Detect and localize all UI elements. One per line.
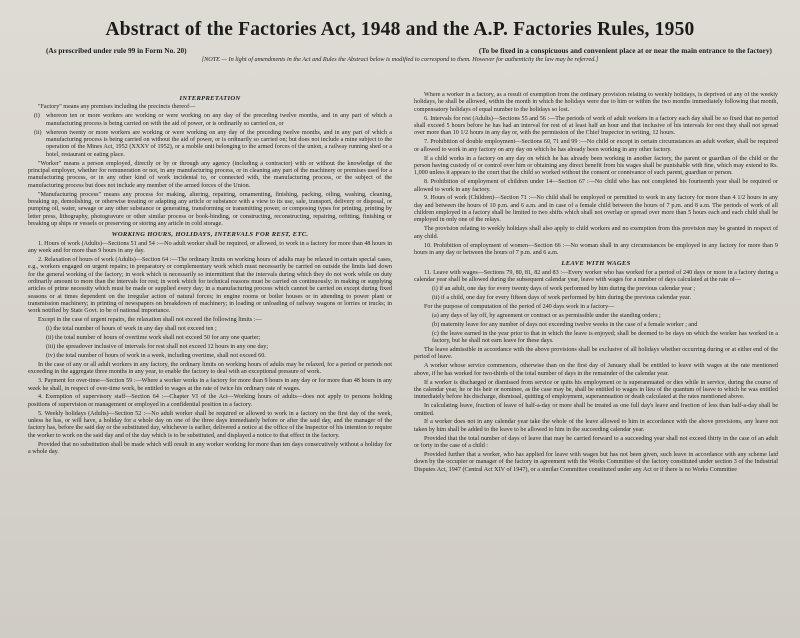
paragraph: 5. Weekly holidays (Adults)—Section 52 :—No adult worker shall be required or allowed to work in a factory on the first day of the week, unless he has, or will have, a holiday for a whole day on one of the three days immediately before or after the said day, and the manager of the factory has, before the said day or the substituted day, whichever is earlier, delivered a notice at the office of the Inspector of his intention to require the worker to work on the said day and of the day which is to be substituted, and displayed a notice to that effect in the factory. [28,410,392,439]
body-columns [28,92,778,638]
posting-instruction: (To be fixed in a conspicuous and convenient place at or near the main entrance to the factory) [478,46,772,55]
list-item: (a) any days of lay off, by agreement or contract or as permissible under the standing orders ; [432,312,661,319]
form-reference: (As prescribed under rule 99 in Form No. 20) [46,46,187,55]
paragraph: If a worker does not in any calendar year take the whole of the leave allowed to him in accordance with the above provisions, any leave not taken by him shall be added to the leave to be allowed to him in the succeeding calendar year. [414,419,778,433]
subtitle-row [0,46,800,55]
list-item [28,113,392,128]
paragraph: "Manufacturing process" means any process for making, altering, repairing, ornamenting, finishing, packing, oiling, washing, cleaning, breaking up, demolishing, or otherwise treating or adapting any article or substance with a view to its use, sale, transport, delivery or disposal, or pumping oil, water, sewage or any other substance or generating, transforming or transmitting power, or composing types for printing, printing by letter press, lithography, photogravure or other similar process or book-binding, or constructing, reconstructing, repairing, refitting, finishing or breaking up ships or vessels or preserving or storing any article in cold storage. [28,191,392,227]
list-item [28,130,392,159]
paragraph: 4. Exemption of supervisory staff—Section 64 :—Chapter VI of the Act—Working hours of adults—does not apply to persons holding positions of supervision or management or employed in a confidential position in a factory. [28,394,392,408]
list-item: (c) the leave earned in the year prior to that in which the leave is enjoyed; shall be deemed to be days on which the worker has worked in a factory, but he shall not earn leave for these days. [432,330,778,345]
list-item: (b) maternity leave for any number of days not exceeding twelve weeks in the case of a female worker ; and [432,321,698,328]
paragraph: 10. Prohibition of employment of women—Section 66 :—No woman shall in any circumstances be employed in any factory for more than 9 hours in any day or between the hours of 7 p.m. and 6 a.m. [414,242,778,257]
list-item: (iv) the total number of hours of work in a week, including overtime, shall not exceed 60. [46,352,266,359]
list-item-text: whereon ten or more workers are working or were working on any day of the preceding twelve months, and in any part of which a manufacturing process is being carried on with the aid of power, or is ordinarily so carried on, or [46,113,392,127]
paragraph: 3. Payment for over-time—Section 59 :—Where a worker works in a factory for more than 9 hours in any day or for more than 48 hours in any week he shall, in respect of over-time work, be entitled to wages at the rate of twice his ordinary rate of wages. [28,378,392,392]
paragraph: 7. Prohibition of double employment—Sections 60, 71 and 99 :—No child or except in certain circumstances an adult worker, shall be required or allowed to work in any factory on any day on which he has already been working in any other factory. [414,139,778,153]
paragraph: A worker whose service commences, otherwise than on the first day of January shall be entitled to leave with wages at the rate mentioned above, if he has worked for two-thirds of the total number of days in the remainder of the calendar year. [414,363,778,377]
paragraph: Where a worker in a factory, as a result of exemption from the ordinary provision relating to weekly holidays, is deprived of any of the weekly holidays, he shall be allowed, within the month in which the holidays were due to him or within the two months immediately following that month, compensatory holidays of equal number to the holidays so lost. [414,92,778,113]
paragraph: In calculating leave, fraction of leave of half-a-day or more shall be treated as one full day's leave and fraction of less than half-a-day shall be omitted. [414,403,778,417]
paragraph: 8. Prohibition of employment of children under 14—Section 67 :—No child who has not completed his fourteenth year shall be required or allowed to work in any factory. [414,179,778,193]
paragraph: 9. Hours of work (Children)—Section 71 :—No child shall be employed or permitted to work in any factory for more than 4 1/2 hours in any day and between the hours of 10 p.m. and 6 a.m. and in case of a female child between the hours of 7 p.m. and 8 a.m. The periods of work of all children employed in a factory shall be limited to two shifts which shall not overlap or spread over more than 5 hours each and each child shall be employed in only one of the relays. [414,195,778,224]
paragraph: Provided that the total number of days of leave that may be carried forward to a succeeding year shall not exceed thirty in the case of an adult or forty in the case of a child : [414,435,778,450]
section-heading: WORKING HOURS, HOLIDAYS, INTERVALS FOR REST, ETC. [111,231,309,239]
list-marker: (ii) [34,129,42,136]
section-heading: LEAVE WITH WAGES [561,260,631,268]
list-item: (ii) the total number of hours of overtime work shall not exceed 50 for any one quarter; [46,335,261,342]
right-column [414,92,778,638]
document-header [0,0,800,63]
list-item: (i) if an adult, one day for every twenty days of work performed by him during the previous calendar year ; [432,286,696,292]
paragraph: 11. Leave with wages—Sections 79, 80, 81, 82 and 83 :—Every worker who has worked for a period of 240 days or more in a factory during a calendar year shall be allowed during the subsequent calendar year, leave with wages for a number of days calculated at the rate of— [414,269,778,284]
amendment-note: [NOTE — In light of amendments in the Act and Rules the Abstract below is modified to correspond to them. However for authenticity the law may be referred.] [201,56,599,63]
list-item: (iii) the spreadover inclusive of intervals for rest shall not exceed 12 hours in any one day; [46,344,269,350]
paragraph: 2. Relaxation of hours of work (Adults)—Section 64 :—The ordinary limits on working hours of adults may be relaxed in certain special cases, e.g., workers engaged on urgent repairs; in preparatory or complementary work which must necessarily be carried on outside the limits laid down for the general working of the factory; in work which is necessarily so intermittent that the intervals during which they do not work while on duty ordinarily amount to more than the intervals for rest; in work which for technical reasons must be carried on continuously; in making or supplying articles of prime necessity which must be made or supplied every day; in a manufacturing process which cannot be carried on except during fixed seasons or at times dependent on the irregular action of natural forces; in engine rooms or boiler houses or in attending to power plant or transmission machinery; in printing of newspapers on breakdown of machinery; in loading or unloading of railway wagons or lorries or trucks; in work notified by State Govt. to be of national importance. [28,256,392,315]
document-title: Abstract of the Factories Act, 1948 and the A.P. Factories Rules, 1950 [105,19,695,40]
paragraph: Provided further that a worker, who has applied for leave with wages but has not been given, such leave in accordance with any scheme laid down by the occupier or manager of the factory in agreement with the Works Committee of the factory constituted under section 3 of the Industrial Disputes Act, 1947 (Central Act XIV of 1947), or a similar Committee constituted under any Act or if there is no Works Committee [414,452,778,473]
paragraph: 6. Intervals for rest (Adults)—Sections 55 and 56 :—The periods of work of adult workers in a factory each day shall be so fixed that no period shall exceed 5 hours before he has had an interval for rest of at least half an hour and that inclusive of his intervals for rest they shall not spread over more than 10 1/2 hours in any day or, with the permission of the Chief Inspector in writing, 12 hours. [414,115,778,137]
paragraph: For the purpose of computation of the period of 240 days work in a factory— [424,303,615,310]
left-column [28,92,392,638]
paragraph: The leave admissible in accordance with the above provisions shall be exclusive of all holidays whether occurring during or at either end of the period of leave. [414,346,778,361]
paragraph: In the case of any or all adult workers in any factory, the ordinary limits on working hours of adults may be relaxed, for a period or periods not exceeding in the aggregate three months in any year, to enable the factory to deal with an exceptional pressure of work. [28,361,392,376]
list-item-text: whereon twenty or more workers are working or were working on any day of the preceding twelve months, and in any part of which a manufacturing process is being carried on without the aid of power, or is ordinarily so carried on; but does not include a mine subject to the operation of the Mines Act, 1952 (XXXV of 1952), or a mobile unit belonging to the armed forces of the union, a railway running shed or a hotel, restaurant or eating place. [46,129,392,158]
paragraph: Provided that no substitution shall be made which will result in any worker working for more than ten days consecutively without a holiday for a whole day. [28,441,392,456]
paragraph: Except in the case of urgent repairs, the relaxation shall not exceed the following limits :— [38,317,262,324]
paragraph: If a worker is discharged or dismissed from service or quits his employment or is superannuated or dies while in service, during the course of the calendar year, he or his heir or nominee, as the case may be, shall be entitled to wages in lieu of the quantum of leave to which he was entitled immediately before his discharge, dismissal, quitting of employment, superannuation or death calculated at the rates mentioned above. [414,379,778,401]
paragraph: "Factory" means any premises including the precincts thereof— [38,104,196,111]
section-heading: INTERPRETATION [179,95,241,102]
paragraph: 1. Hours of work (Adults)—Sections 51 and 54 :—No adult worker shall be required, or allowed, to work in a factory for more than 48 hours in any week and for more than 9 hours in any day. [28,240,392,254]
paragraph: "Worker" means a person employed, directly or by or through any agency (including a contractor) with or without the knowledge of the principal employer, whether for remuneration or not, in any manufacturing process, or in cleaning any part of the machinery or premises used for a manufacturing process, or in any other kind of work incidental to, or connected with, the manufacturing process, or the subject of the manufacturing process but does not include any member of the armed forces of the Union. [28,160,392,189]
list-item: (i) the total number of hours of work in any day shall not exceed ten ; [46,326,217,333]
list-marker: (i) [34,113,40,120]
paragraph: The provision relating to weekly holidays shall also apply to child workers and no exemption from this provision may be granted in respect of any child. [414,226,778,240]
list-item: (ii) if a child, one day for every fifteen days of work performed by him during the previous calendar year. [432,294,692,301]
paragraph: If a child works in a factory on any day on which he has already been working in another factory, the parent or guardian of the child or the person having custody of or control over him or obtaining any direct benefit from his wages shall be punishable with fine, which may extend to Rs. 1,000 unless it appears to the court that the child so worked without the consent or connivance of such parent, guardian or person. [414,155,778,177]
